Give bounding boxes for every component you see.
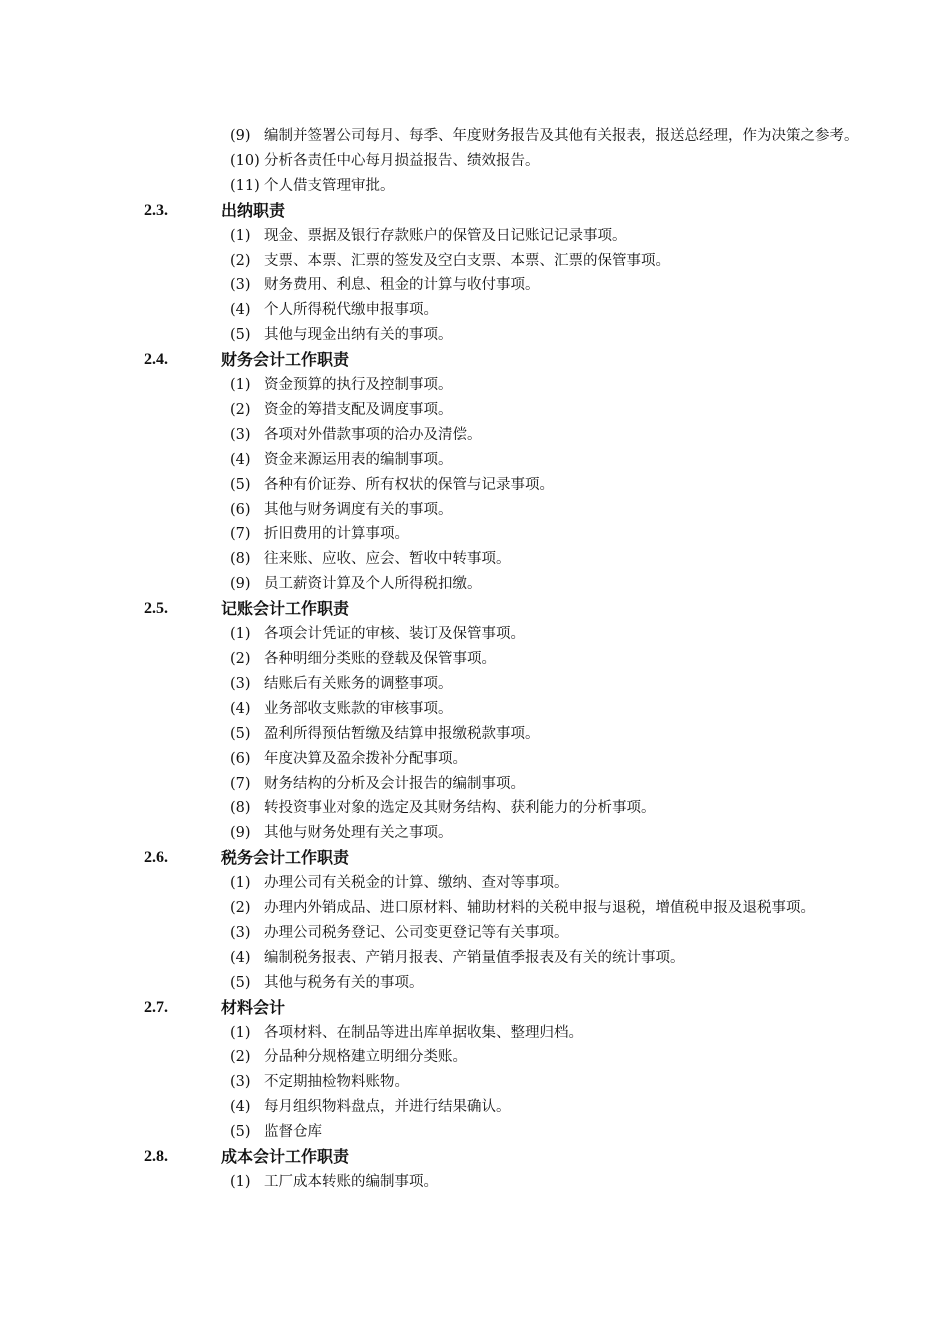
- list-item: [0, 1170, 950, 1195]
- list-item-number: (4): [230, 451, 251, 468]
- section-number: 2.5.: [144, 600, 168, 618]
- section-title: 出纳职责: [221, 200, 286, 220]
- list-item: [0, 622, 950, 647]
- list-item-text: 编制并签署公司每月、每季、年度财务报告及其他有关报表，报送总经理，作为决策之参考。: [264, 128, 859, 144]
- list-item-number: (1): [230, 377, 251, 394]
- document-body: [0, 124, 950, 1195]
- section-number: 2.4.: [144, 351, 168, 369]
- list-item-number: (1): [230, 875, 251, 892]
- list-item: [0, 373, 950, 398]
- section-heading: [0, 348, 950, 373]
- list-item-text: 各项材料、在制品等进出库单据收集、整理归档。: [264, 1024, 583, 1041]
- list-item: [0, 921, 950, 946]
- list-item-number: (3): [230, 1074, 251, 1091]
- section-number: 2.7.: [144, 998, 168, 1016]
- list-item: [0, 298, 950, 323]
- list-item-text: 各项会计凭证的审核、装订及保管事项。: [264, 626, 525, 643]
- section-title: 记账会计工作职责: [221, 599, 350, 619]
- list-item-text: 其他与现金出纳有关的事项。: [264, 327, 453, 344]
- list-item-number: (4): [230, 700, 251, 717]
- list-item-text: 个人借支管理审批。: [264, 177, 395, 194]
- list-item-number: (2): [230, 1049, 251, 1066]
- list-item: [0, 572, 950, 597]
- list-item: [0, 722, 950, 747]
- list-item-text: 办理内外销成品、进口原材料、辅助材料的关税申报与退税，增值税申报及退税事项。: [264, 900, 815, 917]
- list-item-number: (2): [230, 252, 251, 269]
- list-item: [0, 498, 950, 523]
- list-item: [0, 423, 950, 448]
- list-item: [0, 697, 950, 722]
- list-item-text: 资金预算的执行及控制事项。: [264, 377, 453, 394]
- list-item-number: (1): [230, 626, 251, 643]
- list-item-text: 各种有价证券、所有权状的保管与记录事项。: [264, 476, 554, 493]
- list-item-number: (2): [230, 401, 251, 418]
- list-item-number: (1): [230, 1173, 251, 1190]
- list-item-number: (7): [230, 775, 251, 792]
- list-item: [0, 224, 950, 249]
- list-item-text: 转投资事业对象的选定及其财务结构、获利能力的分析事项。: [264, 800, 656, 817]
- list-item-text: 财务费用、利息、租金的计算与收付事项。: [264, 277, 540, 294]
- list-item: [0, 323, 950, 348]
- list-item: [0, 1045, 950, 1070]
- list-item-text: 业务部收支账款的审核事项。: [264, 700, 453, 717]
- list-item-text: 盈利所得预估暂缴及结算申报缴税款事项。: [264, 725, 540, 742]
- list-item-number: (10): [230, 152, 260, 169]
- section-number: 2.8.: [144, 1148, 168, 1166]
- list-item-text: 不定期抽检物料账物。: [264, 1074, 409, 1091]
- list-item: [0, 871, 950, 896]
- list-item: [0, 747, 950, 772]
- list-item-text: 分析各责任中心每月损益报告、绩效报告。: [264, 152, 540, 169]
- list-item: [0, 249, 950, 274]
- list-item-number: (8): [230, 800, 251, 817]
- list-item: [0, 124, 950, 149]
- list-item-number: (4): [230, 1099, 251, 1116]
- list-item: [0, 971, 950, 996]
- list-item-text: 办理公司税务登记、公司变更登记等有关事项。: [264, 924, 569, 941]
- list-item-text: 折旧费用的计算事项。: [264, 526, 409, 543]
- list-item-number: (4): [230, 302, 251, 319]
- section-heading: [0, 199, 950, 224]
- section-heading: [0, 996, 950, 1021]
- list-item: [0, 473, 950, 498]
- list-item-text: 各种明细分类账的登载及保管事项。: [264, 650, 496, 667]
- list-item-number: (6): [230, 501, 251, 518]
- list-item-number: (3): [230, 675, 251, 692]
- section-heading: [0, 597, 950, 622]
- list-item-text: 员工薪资计算及个人所得税扣缴。: [264, 576, 482, 593]
- list-item-text: 个人所得税代缴申报事项。: [264, 302, 438, 319]
- list-item: [0, 448, 950, 473]
- list-item-number: (5): [230, 327, 251, 344]
- section-title: 材料会计: [221, 997, 286, 1017]
- list-item-text: 工厂成本转账的编制事项。: [264, 1173, 438, 1190]
- list-item: [0, 647, 950, 672]
- list-item-number: (3): [230, 277, 251, 294]
- list-item-text: 资金的筹措支配及调度事项。: [264, 401, 453, 418]
- list-item: [0, 522, 950, 547]
- section-title: 成本会计工作职责: [221, 1147, 350, 1167]
- list-item-number: (4): [230, 949, 251, 966]
- list-item: [0, 896, 950, 921]
- list-item-number: (9): [230, 128, 251, 144]
- list-item-number: (2): [230, 900, 251, 917]
- list-item-number: (8): [230, 551, 251, 568]
- list-item-number: (2): [230, 650, 251, 667]
- list-item: [0, 398, 950, 423]
- list-item-text: 各项对外借款事项的洽办及清偿。: [264, 426, 482, 443]
- list-item-number: (5): [230, 1124, 251, 1141]
- section-heading: [0, 846, 950, 871]
- list-item-text: 其他与财务处理有关之事项。: [264, 825, 453, 842]
- list-item-text: 资金来源运用表的编制事项。: [264, 451, 453, 468]
- section-title: 财务会计工作职责: [221, 350, 350, 370]
- list-item-text: 财务结构的分析及会计报告的编制事项。: [264, 775, 525, 792]
- list-item-number: (5): [230, 476, 251, 493]
- list-item-text: 分品种分规格建立明细分类账。: [264, 1049, 467, 1066]
- list-item-number: (5): [230, 725, 251, 742]
- list-item-number: (1): [230, 1024, 251, 1041]
- list-item: [0, 547, 950, 572]
- section-heading: [0, 1145, 950, 1170]
- list-item-text: 其他与税务有关的事项。: [264, 974, 424, 991]
- list-item-text: 其他与财务调度有关的事项。: [264, 501, 453, 518]
- list-item-text: 支票、本票、汇票的签发及空白支票、本票、汇票的保管事项。: [264, 252, 670, 269]
- list-item-number: (11): [230, 177, 260, 194]
- list-item: [0, 273, 950, 298]
- list-item-text: 结账后有关账务的调整事项。: [264, 675, 453, 692]
- list-item-number: (9): [230, 825, 251, 842]
- list-item: [0, 772, 950, 797]
- list-item-number: (6): [230, 750, 251, 767]
- list-item: [0, 1021, 950, 1046]
- list-item-text: 现金、票据及银行存款账户的保管及日记账记记录事项。: [264, 227, 627, 244]
- list-item: [0, 672, 950, 697]
- section-number: 2.6.: [144, 849, 168, 867]
- list-item-number: (1): [230, 227, 251, 244]
- list-item-text: 监督仓库: [264, 1124, 322, 1141]
- list-item-text: 年度决算及盈余拨补分配事项。: [264, 750, 467, 767]
- list-item: [0, 946, 950, 971]
- list-item: [0, 1120, 950, 1145]
- list-item-text: 办理公司有关税金的计算、缴纳、查对等事项。: [264, 875, 569, 892]
- section-number: 2.3.: [144, 201, 168, 219]
- list-item: [0, 174, 950, 199]
- section-title: 税务会计工作职责: [221, 848, 350, 868]
- list-item: [0, 149, 950, 174]
- list-item-number: (3): [230, 426, 251, 443]
- list-item: [0, 1070, 950, 1095]
- list-item-number: (5): [230, 974, 251, 991]
- list-item-text: 每月组织物料盘点，并进行结果确认。: [264, 1099, 511, 1116]
- list-item-number: (9): [230, 576, 251, 593]
- list-item: [0, 796, 950, 821]
- list-item-number: (3): [230, 924, 251, 941]
- list-item-text: 编制税务报表、产销月报表、产销量值季报表及有关的统计事项。: [264, 949, 685, 966]
- list-item-number: (7): [230, 526, 251, 543]
- list-item: [0, 1095, 950, 1120]
- list-item: [0, 821, 950, 846]
- list-item-text: 往来账、应收、应会、暂收中转事项。: [264, 551, 511, 568]
